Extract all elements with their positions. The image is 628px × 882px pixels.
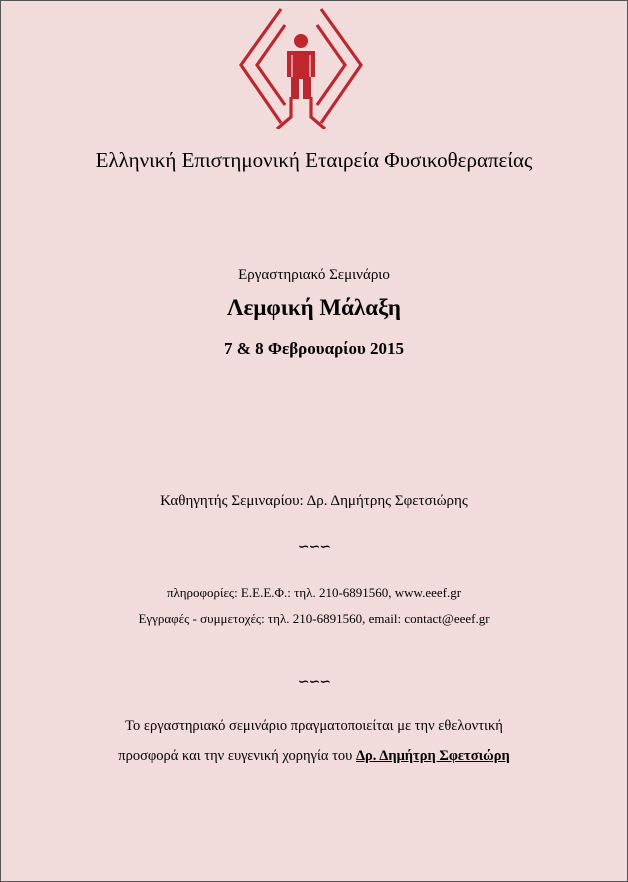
organization-name: Ελληνική Επιστημονική Εταιρεία Φυσικοθεραπείας	[95, 148, 533, 172]
closing-line-2	[1, 748, 627, 765]
seminar-date: 7 & 8 Φεβρουαρίου 2015	[223, 339, 405, 358]
closing-line-1: Το εργαστηριακό σεμινάριο πραγματοποιείται με την εθελοντική	[125, 718, 503, 734]
seminar-type: Εργαστηριακό Σεμινάριο	[238, 267, 390, 283]
closing-line-2-text: προσφορά και την ευγενική χορηγία του	[118, 748, 356, 764]
seminar-teacher: Καθηγητής Σεμιναρίου: Δρ. Δημήτρης Σφετσιώρης	[160, 493, 468, 509]
ornament-divider: ∽∽∽	[297, 540, 331, 555]
contact-info: πληροφορίες: Ε.Ε.Ε.Φ.: τηλ. 210-6891560, www.eeef.gr	[166, 585, 462, 600]
society-logo	[237, 7, 365, 129]
seminar-title: Λεμφική Μάλαξη	[227, 295, 401, 320]
sponsor-name: Δρ. Δημήτρη Σφετσιώρη	[355, 748, 510, 764]
contact-registration: Εγγραφές - συμμετοχές: τηλ. 210-6891560, email: contact@eeef.gr	[138, 611, 490, 626]
ornament-divider: ∽∽∽	[297, 675, 331, 690]
